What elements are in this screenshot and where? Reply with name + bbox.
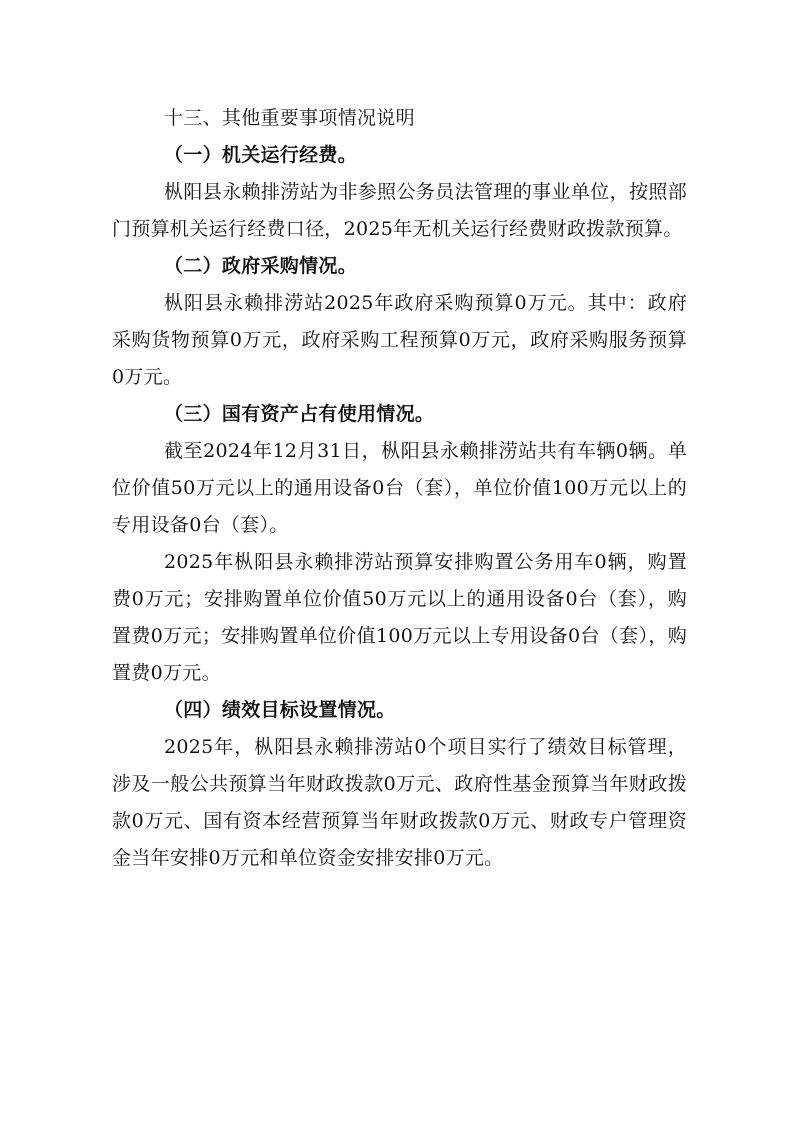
subsection-heading-performance-goals: （四）绩效目标设置情况。 [164, 699, 396, 721]
subsection-heading-admin-expenses: （一）机关运行经费。 [164, 144, 358, 166]
document-body [112, 100, 687, 877]
section-title: 十三、其他重要事项情况说明 [164, 107, 415, 129]
paragraph-performance-goals: 2025年，枞阳县永赖排涝站0个项目实行了绩效目标管理，涉及一般公共预算当年财政拨款0万元、政府性基金预算当年财政拨款0万元、国有资本经营预算当年财政拨款0万元、财政专户管理资金当年安排0万元和单位资金安排安排0万元。 [112, 736, 687, 869]
paragraph-state-assets-holdings: 截至2024年12月31日，枞阳县永赖排涝站共有车辆0辆。单位价值50万元以上的通用设备0台（套），单位价值100万元以上的专用设备0台（套）。 [112, 440, 687, 536]
paragraph-procurement: 枞阳县永赖排涝站2025年政府采购预算0万元。其中：政府采购货物预算0万元，政府采购工程预算0万元，政府采购服务预算0万元。 [112, 292, 687, 388]
subsection-heading-procurement: （二）政府采购情况。 [164, 255, 358, 277]
paragraph-admin-expenses: 枞阳县永赖排涝站为非参照公务员法管理的事业单位，按照部门预算机关运行经费口径，2025年无机关运行经费财政拨款预算。 [112, 181, 687, 240]
subsection-heading-state-assets: （三）国有资产占有使用情况。 [164, 403, 435, 425]
paragraph-state-assets-purchases: 2025年枞阳县永赖排涝站预算安排购置公务用车0辆，购置费0万元；安排购置单位价值50万元以上的通用设备0台（套），购置费0万元；安排购置单位价值100万元以上专用设备0台（套），购置费0万元。 [112, 551, 687, 684]
